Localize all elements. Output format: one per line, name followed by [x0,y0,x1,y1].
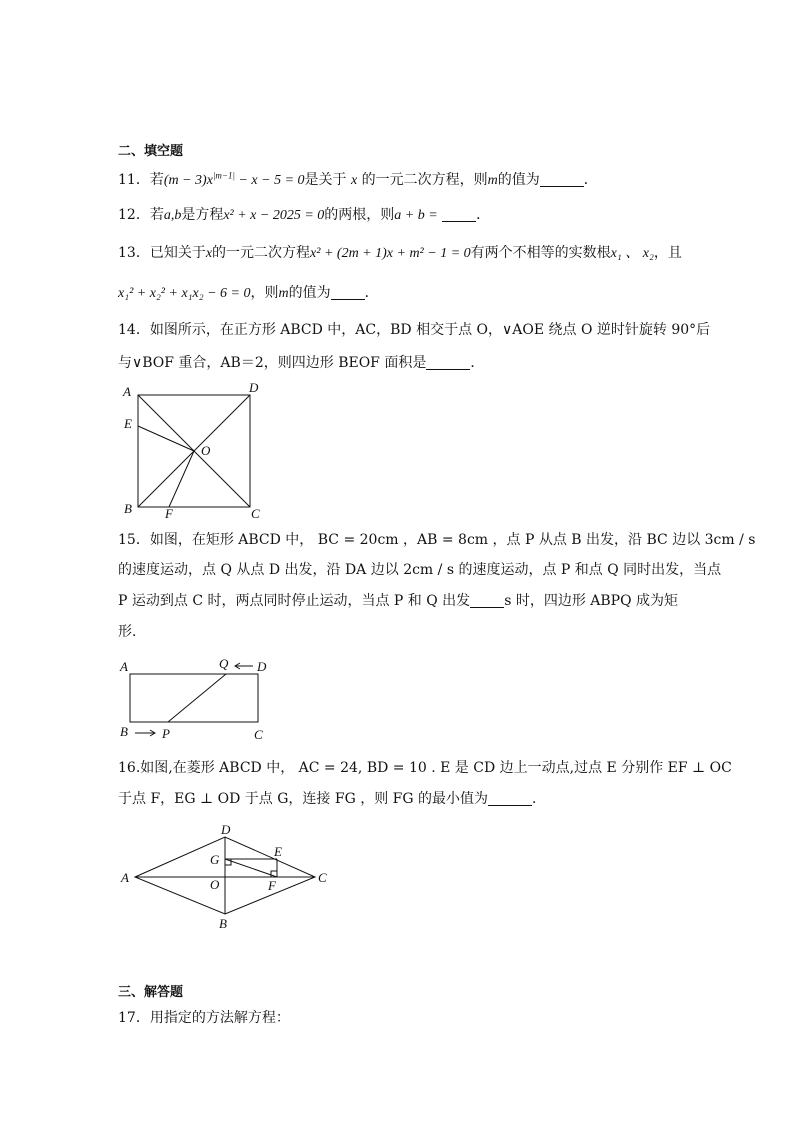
question-14: 14．如图所示，在正方形 ABCD 中，AC，BD 相交于点 O，∨AOE 绕点 O 逆时针旋转 90°后 [118,322,711,338]
question-12: 12．若a,b是方程x² + x − 2025 = 0的两根，则a + b = ． [118,207,491,223]
q11-number: 11． [118,172,150,188]
label-d: D [257,659,267,674]
label-b: B [124,501,132,516]
question-15-line-2: 的速度运动，点 Q 从点 D 出发，沿 DA 边以 2cm / s 的速度运动，点 P 和点 Q 同时出发，当点 [118,562,722,578]
label-o: O [201,443,211,458]
question-14-line-2: 与∨BOF 重合，AB＝2，则四边形 BEOF 面积是 ． [118,355,485,371]
question-15-line-3: P 运动到点 C 时，两点同时停止运动，当点 P 和 Q 出发 s 时，四边形 ABPQ 成为矩 [118,593,679,609]
label-b: B [120,724,128,739]
label-p: P [162,726,170,741]
label-d: D [249,380,259,395]
question-17: 17．用指定的方法解方程： [118,1010,290,1026]
label-g: G [210,852,220,867]
question-16: 16.如图,在菱形 ABCD 中， AC = 24, BD = 10 . E 是 CD 边上一动点,过点 E 分别作 EF ⊥ OC [118,760,732,776]
label-b: B [219,916,227,931]
label-e: E [274,844,282,859]
label-c: C [254,727,263,742]
label-a: A [121,870,129,885]
question-13: 13．已知关于x的一元二次方程x² + (2m + 1)x + m² − 1 = 0有两个不相等的实数根x₁ 、 x₂，且 [118,245,682,261]
section-heading-fill-in: 二、填空题 [118,144,184,159]
section-heading-answer: 三、解答题 [118,985,184,1000]
question-16-line-2: 于点 F，EG ⊥ OD 于点 G，连接 FG ，则 FG 的最小值为 ． [118,791,547,807]
question-11: 11．若$(m - 3)x^{|m-1|} - x - 5 = 0$是关于 x 的一元二次方程，则m的值为 ． [118,170,598,188]
label-f: F [165,506,173,521]
label-c: C [251,506,260,521]
label-f: F [268,878,276,893]
label-c: C [318,870,327,885]
label-e: E [124,416,132,431]
label-d: D [221,822,231,837]
segment-fg [225,859,277,877]
question-13-line-2: x₁² + x₂² + x₁x₂ − 6 = 0，则m的值为 ． [118,285,379,301]
question-15: 15．如图，在矩形 ABCD 中， BC = 20cm ，AB = 8cm ，点 P 从点 B 出发，沿 BC 边以 3cm / s [118,532,756,548]
label-a: A [123,384,131,399]
question-15-line-4: 形． [118,624,146,640]
label-q: Q [219,656,229,671]
label-o: O [210,877,220,892]
label-a: A [120,659,128,674]
